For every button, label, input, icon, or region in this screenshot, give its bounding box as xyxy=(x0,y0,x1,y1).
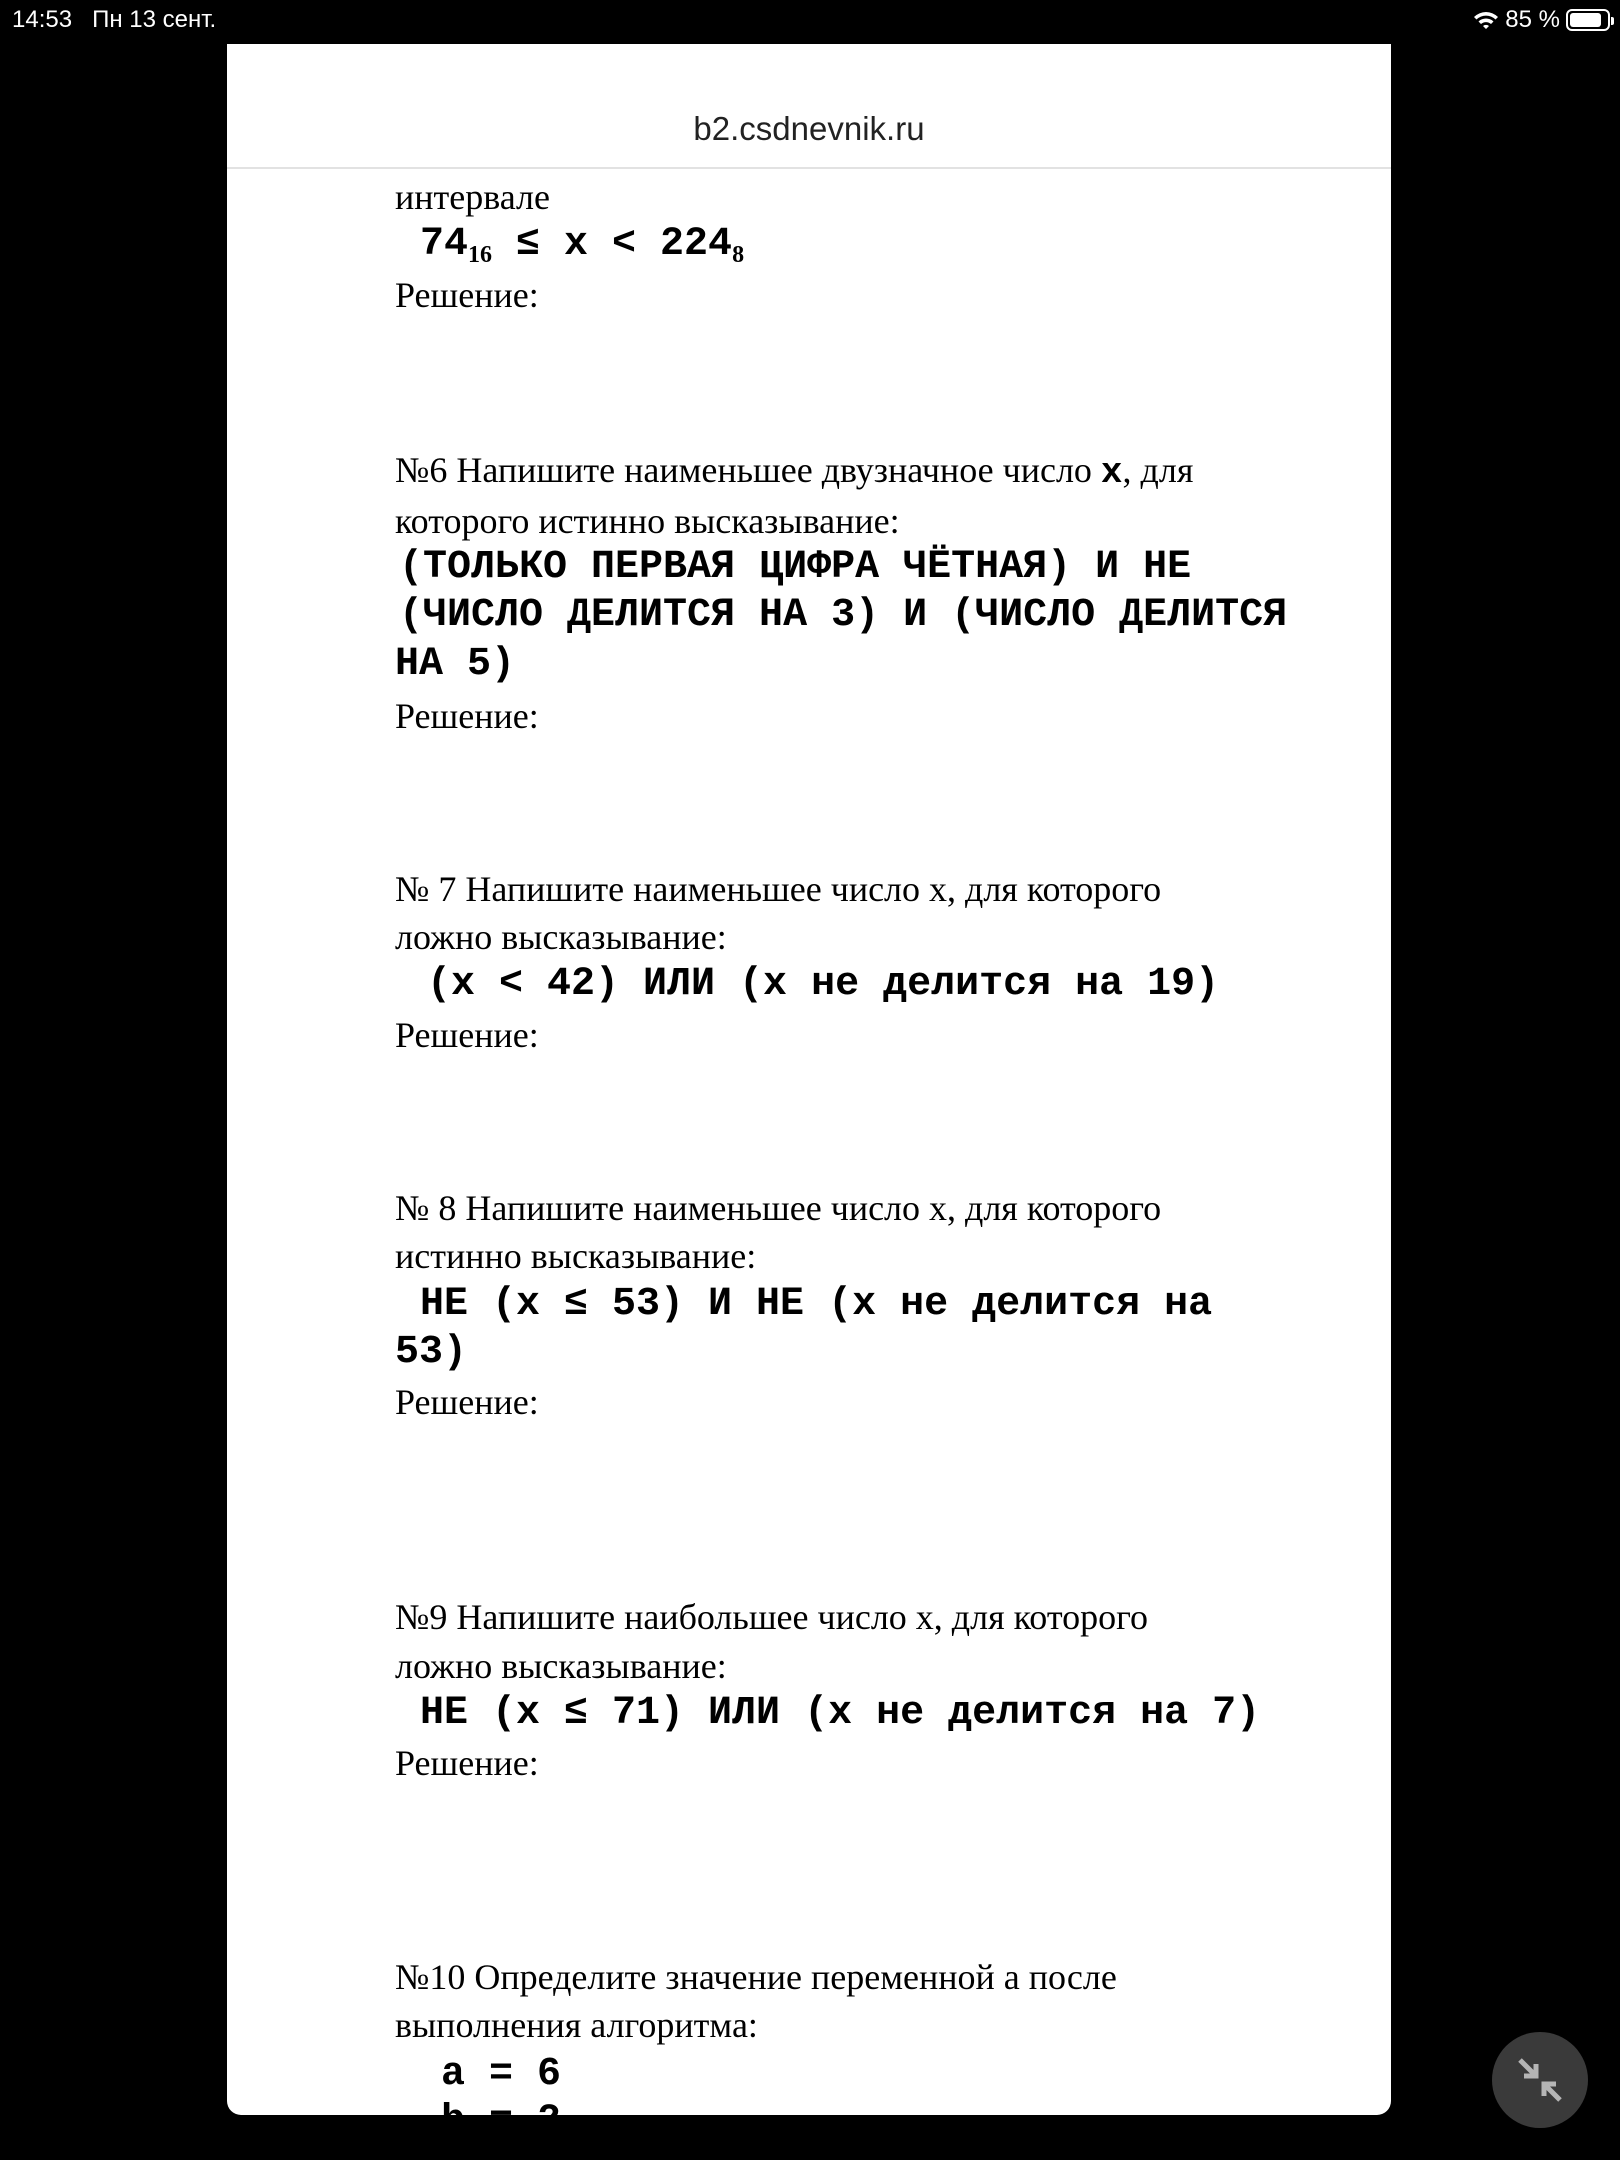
battery-percent: 85 % xyxy=(1505,6,1560,33)
q10-text-2: выполнения алгоритма: xyxy=(395,2005,758,2045)
q6-code-2: (ЧИСЛО ДЕЛИТСЯ НА 3) И (ЧИСЛО ДЕЛИТСЯ xyxy=(399,593,1288,638)
q10-code-2: b = 2 xyxy=(441,2099,562,2144)
q10-code-1: a = 6 xyxy=(441,2052,562,2097)
q6-code-1: (ТОЛЬКО ПЕРВАЯ ЦИФРА ЧЁТНАЯ) И НЕ xyxy=(399,545,1192,590)
collapse-arrows-icon xyxy=(1492,2032,1588,2128)
wifi-icon xyxy=(1473,9,1499,31)
expr-a-base: 16 xyxy=(468,242,493,268)
expr-mid: ≤ x < 224 xyxy=(492,222,733,267)
q8-code-2: 53) xyxy=(395,1330,468,1375)
q9-code-1: НЕ (x ≤ 71) ИЛИ (x не делится на 7) xyxy=(420,1691,1261,1736)
q6-var: x xyxy=(1100,452,1123,493)
q7-text-2: ложно высказывание: xyxy=(395,917,727,957)
q6-text-b: , для xyxy=(1122,450,1194,490)
q8-solution-label: Решение: xyxy=(395,1382,539,1422)
url-bar[interactable] xyxy=(227,44,1391,169)
q7-code-1: (x < 42) ИЛИ (x не делится на 19) xyxy=(427,962,1220,1007)
q6-code-3: НА 5) xyxy=(395,642,516,687)
status-time-date xyxy=(12,4,216,36)
q5-solution-label: Решение: xyxy=(395,275,539,315)
q9-text: №9 Напишите наибольшее число х, для которого xyxy=(395,1597,1148,1637)
status-date: Пн 13 сент. xyxy=(92,6,217,33)
status-right xyxy=(1473,4,1610,36)
q6-text xyxy=(395,446,1193,494)
q8-code-1: НЕ (x ≤ 53) И НЕ (x не делится на xyxy=(420,1282,1213,1327)
q9-text-2: ложно высказывание: xyxy=(395,1646,727,1686)
document-content xyxy=(227,0,1391,2160)
q7-text: № 7 Напишите наименьшее число х, для которого xyxy=(395,869,1162,909)
q8-text: № 8 Напишите наименьшее число х, для которого xyxy=(395,1188,1162,1228)
q5-text: интервале xyxy=(395,177,551,217)
q5-expression xyxy=(420,221,744,269)
expr-b-base: 8 xyxy=(732,242,745,268)
expr-a: 74 xyxy=(420,222,469,267)
status-time: 14:53 xyxy=(12,6,73,33)
q6-text-a: №6 Напишите наименьшее двузначное число xyxy=(395,450,1101,490)
url-text[interactable]: b2.csdnevnik.ru xyxy=(693,110,925,147)
battery-icon xyxy=(1566,9,1610,31)
q8-text-2: истинно высказывание: xyxy=(395,1236,757,1276)
q7-solution-label: Решение: xyxy=(395,1015,539,1055)
q6-solution-label: Решение: xyxy=(395,696,539,736)
q10-text: №10 Определите значение переменной а после xyxy=(395,1957,1117,1997)
browser-sheet xyxy=(227,44,1391,2144)
q6-text-2: которого истинно высказывание: xyxy=(395,501,900,541)
exit-fullscreen-button[interactable] xyxy=(1492,2032,1588,2128)
q9-solution-label: Решение: xyxy=(395,1743,539,1783)
